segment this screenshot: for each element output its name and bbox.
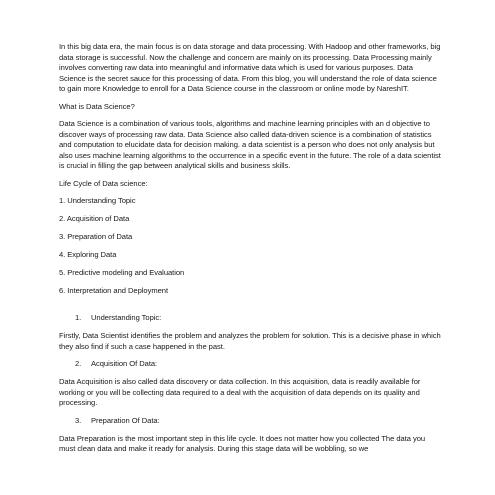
section-spacer (59, 304, 441, 313)
lifecycle-item: 3. Preparation of Data (59, 232, 133, 241)
section-number: 3. (75, 415, 82, 425)
section-paragraph: Data Acquisition is also called data discovery or data collection. In this acquisition, data is readily available for working or you will be collecting data required to a deal with the acquisition of data depends on its quality and processing. (59, 377, 421, 407)
lifecycle-item: 4. Exploring Data (59, 250, 117, 259)
lifecycle-item: 2. Acquisition of Data (59, 214, 130, 223)
section-paragraph: Data Preparation is the most important step in this life cycle. It does not matter how you collected The data you must clean data and make it ready for analysis. During this stage data will be wobbling, so we (59, 433, 426, 453)
lifecycle-heading: Life Cycle of Data science: (59, 178, 148, 188)
lifecycle-item: 1. Understanding Topic (59, 196, 136, 205)
section-heading (75, 313, 441, 324)
lifecycle-item: 6. Interpretation and Deployment (59, 286, 168, 295)
what-is-paragraph: Data Science is a combination of various tools, algorithms and machine learning principles with an d objective to discover ways of processing raw data. Data Science also called data-driven science is a combination of statistics and computation to elucidate data for decision making. a data scientist is a person who does not only analysis but also uses machine learning algorithms to the occurrence in a specific event in the future. The role of a data scientist is crucial in filling the gap between analytical skills and business skills. (59, 119, 441, 170)
section-number: 1. (75, 313, 82, 322)
section-title: Preparation Of Data: (91, 415, 160, 425)
intro-paragraph: In this big data era, the main focus is on data storage and data processing. With Hadoop and other frameworks, big data storage is successful. Now the challenge and concern are mainly on its processing. Data Processing mainly involves converting raw data into meaningful and informative data which is used for various purposes. Data Science is the secret sauce for this processing of data. From this blog, you will understand the role of data science to gain more Knowledge to enroll for a Data Science course in the classroom or online mode by NareshIT. (59, 42, 441, 93)
document-body (59, 42, 441, 462)
section-paragraph: Firstly, Data Scientist identifies the problem and analyzes the problem for solution. This is a decisive phase in which they also find if such a case happened in the past. (59, 331, 441, 351)
section-heading (75, 416, 441, 427)
section-number: 2. (75, 359, 82, 368)
what-is-heading: What is Data Science? (59, 101, 135, 111)
lifecycle-item: 5. Predictive modeling and Evaluation (59, 268, 185, 277)
section-heading (75, 359, 441, 370)
section-title: Understanding Topic: (91, 313, 162, 322)
section-title: Acquisition Of Data: (91, 359, 158, 368)
